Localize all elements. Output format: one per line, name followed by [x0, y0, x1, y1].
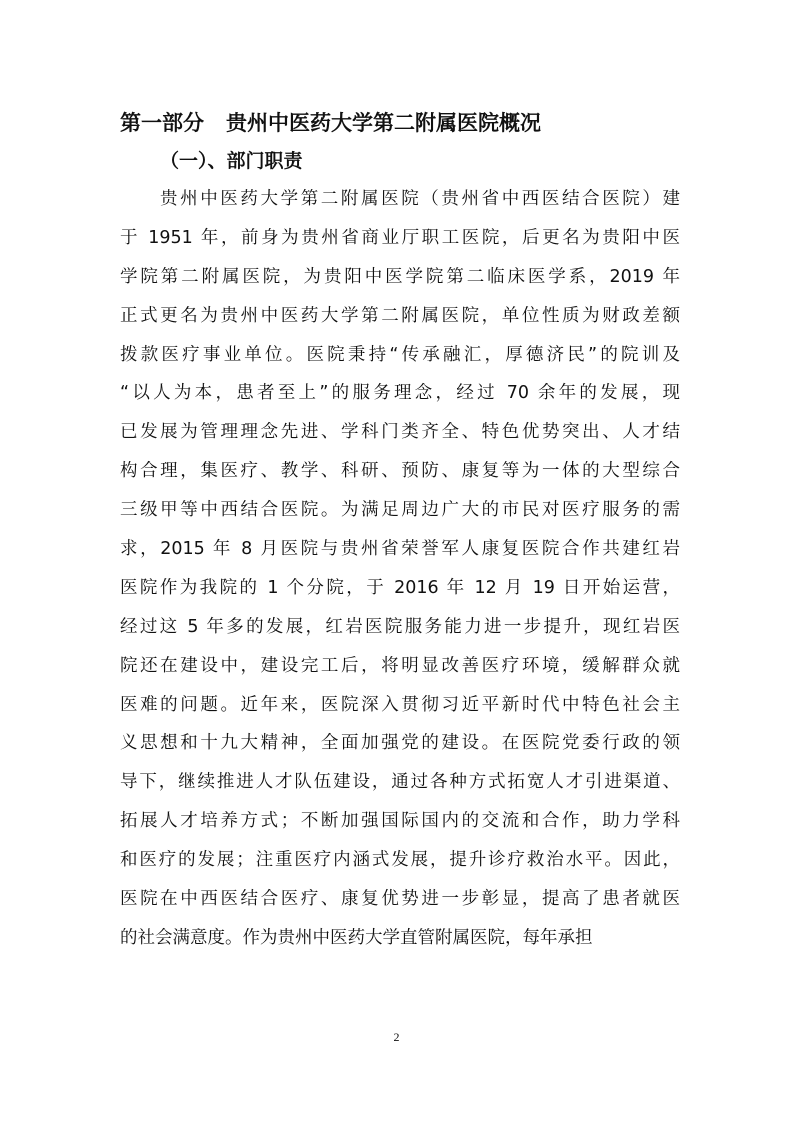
paragraph-line: 导下，继续推进人才队伍建设，通过各种方式拓宽人才引进渠道、: [120, 772, 680, 793]
paragraph-line: 的社会满意度。作为贵州中医药大学直管附属医院，每年承担: [120, 927, 593, 948]
paragraph-line: 于 1951 年，前身为贵州省商业厅职工医院，后更名为贵阳中医: [120, 227, 680, 248]
section-part-label: 第一部分: [120, 111, 204, 135]
paragraph-line: 院还在建设中，建设完工后，将明显改善医疗环境，缓解群众就: [120, 655, 680, 676]
body-paragraph: [120, 180, 680, 958]
paragraph-line: 经过这 5 年多的发展，红岩医院服务能力进一步提升，现红岩医: [120, 616, 680, 637]
paragraph-line: 和医疗的发展；注重医疗内涵式发展，提升诊疗救治水平。因此，: [120, 850, 680, 871]
paragraph-line: 拓展人才培养方式；不断加强国际国内的交流和合作，助力学科: [120, 811, 680, 832]
paragraph-line: 正式更名为贵州中医药大学第二附属医院，单位性质为财政差额: [120, 305, 680, 326]
paragraph-line: 三级甲等中西结合医院。为满足周边广大的市民对医疗服务的需: [120, 500, 680, 521]
paragraph-line: “以人为本，患者至上”的服务理念，经过 70 余年的发展，现: [120, 383, 680, 404]
page-number: 2: [393, 1030, 400, 1044]
paragraph-line: 医院在中西医结合医疗、康复优势进一步彰显，提高了患者就医: [120, 889, 680, 910]
paragraph-line: 构合理，集医疗、教学、科研、预防、康复等为一体的大型综合: [120, 461, 680, 482]
paragraph-line: 医难的问题。近年来，医院深入贯彻习近平新时代中特色社会主: [120, 694, 680, 715]
section-heading: [120, 109, 541, 137]
paragraph-line: 义思想和十九大精神，全面加强党的建设。在医院党委行政的领: [120, 733, 680, 754]
section-title: 贵州中医药大学第二附属医院概况: [226, 111, 541, 135]
paragraph-line: 学院第二附属医院，为贵阳中医学院第二临床医学系，2019 年: [120, 266, 680, 287]
paragraph-line: 贵州中医药大学第二附属医院（贵州省中西医结合医院）建: [160, 189, 680, 209]
paragraph-line: 已发展为管理理念先进、学科门类齐全、特色优势突出、人才结: [120, 422, 680, 443]
paragraph-line: 求，2015 年 8 月医院与贵州省荣誉军人康复医院合作共建红岩: [120, 539, 680, 560]
subsection-heading: （一）、部门职责: [160, 150, 303, 172]
paragraph-line: 医院作为我院的 1 个分院，于 2016 年 12 月 19 日开始运营，: [120, 577, 680, 598]
paragraph-line: 拨款医疗事业单位。医院秉持“传承融汇，厚德济民”的院训及: [120, 344, 680, 365]
